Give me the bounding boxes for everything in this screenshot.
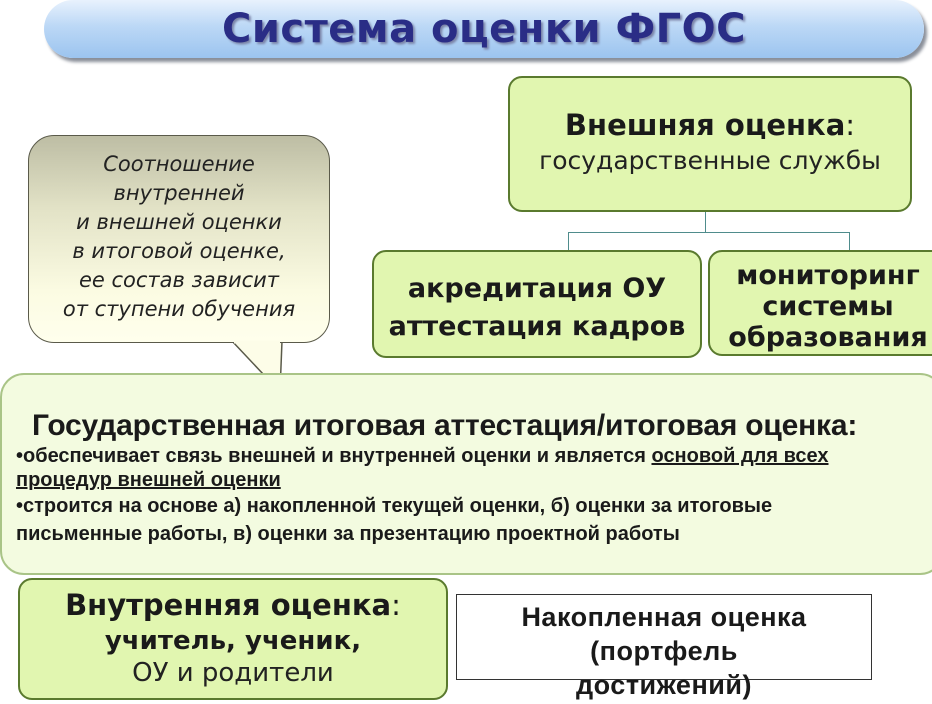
external-assessment-colon: : (845, 108, 856, 142)
page-title: Система оценки ФГОС (221, 6, 747, 52)
accumulated-line-1: Накопленная оценка (521, 602, 807, 632)
internal-assessment-participants-2: ОУ и родители (132, 658, 334, 688)
accumulated-assessment-text (456, 600, 872, 702)
accreditation-line-1: акредитация ОУ (407, 273, 667, 304)
final-attestation-box (0, 373, 932, 575)
bullet-1-text: •обеспечивает связь внешней и внутренней оценки и является (16, 445, 652, 467)
external-assessment-heading (510, 108, 910, 142)
internal-assessment-heading (20, 588, 446, 622)
accreditation-box (372, 250, 702, 358)
monitoring-box (708, 250, 932, 356)
bullet-1-underlined: основой для всех (651, 445, 829, 467)
monitoring-line-3: образования (728, 322, 928, 353)
accumulated-line-2: (портфель (590, 636, 738, 666)
final-attestation-title: Государственная итоговая аттестация/итоговая оценка: (32, 409, 858, 442)
connector-left-drop (568, 232, 569, 250)
callout-line: Соотношение (103, 152, 255, 176)
accreditation-line-2: аттестация кадров (388, 311, 686, 342)
internal-assessment-box (18, 578, 448, 700)
bullet-1-underlined-continued: процедур внешней оценки (16, 469, 281, 491)
final-attestation-bullet-2-continued: письменные работы, в) оценки за презентацию проектной работы (16, 523, 680, 545)
external-assessment-subtitle: государственные службы (539, 146, 881, 175)
connector-horizontal (568, 232, 850, 233)
internal-assessment-title: Внутренняя оценка (65, 588, 392, 622)
callout-line: и внешней оценки (76, 210, 282, 234)
connector-vertical (705, 212, 706, 232)
callout-line: в итоговой оценке, (72, 239, 286, 263)
final-attestation-bullet-1 (16, 445, 829, 468)
internal-assessment-colon: : (391, 588, 401, 622)
external-assessment-box (508, 76, 912, 212)
callout-bubble (28, 135, 330, 343)
callout-line: внутренней (113, 181, 245, 205)
final-attestation-bullet-2: •строится на основе а) накопленной текущей оценки, б) оценки за итоговые (16, 495, 773, 517)
callout-line: ее состав зависит (78, 268, 280, 292)
title-banner (44, 0, 924, 58)
monitoring-line-2: системы (762, 291, 894, 322)
accumulated-line-3: достижений) (576, 670, 752, 700)
external-assessment-title: Внешняя оценка (564, 108, 846, 142)
connector-right-drop (849, 232, 850, 250)
callout-line: от ступени обучения (62, 297, 296, 321)
monitoring-line-1: мониторинг (736, 260, 920, 291)
internal-assessment-participants: учитель, ученик, (104, 626, 362, 656)
